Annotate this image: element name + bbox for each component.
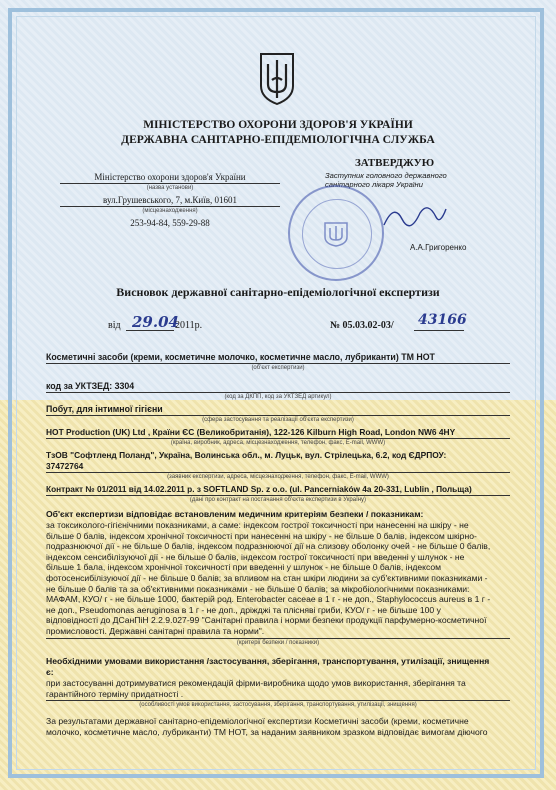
approval-position-2: санітарного лікаря України [325,180,423,189]
contract-caption: (дані про контракт на постачання об'єкта експертизи в Україну) [189,497,367,503]
signature-icon [380,195,450,237]
applicant-line-1: ТзОВ "Софтленд Поланд", Україна, Волинська обл., м. Луцьк, вул. Стрілецька, 6.2, код ЄДРПОУ: [46,450,447,460]
approval-title: ЗАТВЕРДЖУЮ [355,157,435,169]
conditions-line-1: при застосуванні дотримуватися рекомендацій фірми-виробника щодо умов використання, зберігання та [46,678,466,688]
criteria-line: за токсиколого-гігієнічними показниками, а саме: індексом гострої токсичності при нанесенні на шкіру - не [46,520,469,530]
conclusion-line-1: За результатами державної санітарно-епідеміологічної експертизи Косметичні засоби (креми, косметичне [46,716,469,726]
conditions-caption: (особливості умов використання, застосування, зберігання, транспортування, утилізації, знищення) [139,702,417,708]
criteria-heading: Об'єкт експертизи відповідає встановленим медичним критеріям безпеки / показникам: [46,509,424,519]
criteria-line: більше 1 бала, індексом хронічної токсичності при введенні у шлунок - не більше 0 балів, індексом [46,562,442,573]
issuer-name-caption: (назва установи) [146,185,194,191]
stamp-trident-icon [322,220,350,248]
conditions-heading-1: Необхідними умовами використання /застосування, зберігання, транспортування, утилізації, знищення [46,656,490,666]
object-scope: Побут, для інтимної гігієни [46,404,163,414]
approval-signatory: А.А.Григоренко [410,243,467,252]
number-handwritten: 43166 [418,312,467,328]
criteria-line: індексом сенсибілізуючої дії - не більше 0 балів, індексом гострої токсичності при введенні у шлунок - не [46,551,465,562]
issuer-address-caption: (місцезнаходження) [142,208,198,214]
service-title: ДЕРЖАВНА САНІТАРНО-ЕПІДЕМІОЛОГІЧНА СЛУЖБА [121,134,435,146]
object-caption: (об'єкт експертизи) [251,365,305,371]
criteria-line: відповідності до ДСанПіН 2.2.9.027-99 "Санітарні правила і норми безпеки продукції парфумерно-косметичної [46,615,487,626]
issuer-address: вул.Грушевського, 7, м.Київ, 01601 [103,195,237,205]
criteria-caption: (критерії безпеки / показники) [236,640,320,646]
conclusion-line-2: молочко, косметичне масло, лубриканти) ТМ HOT, за наданим заявником зразком відповідає вимогам діючого [46,727,488,737]
date-prefix: від [108,320,121,331]
manufacturer: HOT Production (UK) Ltd , Країни ЄС (Великобританія), 122-126 Kilburn High Road, London NW6 4HY [46,427,456,437]
criteria-line: не більше 0 балів та за об'єктивними показниками - не більше 0 балів; за мікробіологічними показниками: [46,583,470,594]
issuer-phone: 253-94-84, 559-29-88 [130,218,210,228]
applicant-line-2: 37472764 [46,461,84,471]
criteria-line: більше 0 балів, індексом хронічної токсичності при нанесенні на шкіру - не більше 0 балів, індексом шкірно- [46,530,477,541]
scope-caption: (сфера застосування та реалізації об'єкта експертизи) [202,417,354,423]
object-code: код за УКТЗЕД: 3304 [46,381,135,391]
criteria-line: промисловості. Державні санітарні правила та норми". [46,625,265,636]
date-handwritten: 29.04 [132,313,179,331]
coat-of-arms-icon [259,52,295,106]
contract: Контракт № 01/2011 від 14.02.2011 р. з SOFTLAND Sp. z o.o. (ul. Pancerniaków 4a 20-331, Lublin , Польща) [46,484,472,494]
date-year: 2011р. [175,320,203,331]
code-caption: (код за ДКПП, код за УКТЗЕД артикул) [224,394,332,400]
criteria-line: МАФАМ, КУО/ г - не більше 1000, бактерій род. Enterobacter caceae в 1 г - не доп., Staphylococcus aureus в 1 г - [46,594,491,605]
object-value: Косметичні засоби (креми, косметичне молочко, косметичне масло, лубриканти) ТМ HOT [46,352,435,362]
issuer-name: Міністерство охорони здоров'я України [94,172,246,182]
criteria-line: подразнюючої дії - не більше 0 балів, індексом подразнюючої дії на слизову оболонку очей - не більше 0 балів, [46,541,491,552]
criteria-list [46,520,516,637]
conditions-heading-2: є: [46,667,54,677]
approval-position-1: Заступник головного державного [325,171,447,180]
conditions-line-2: гарантійного терміну придатності . [46,689,184,699]
number-prefix: № 05.03.02-03/ [330,320,394,331]
ministry-title: МІНІСТЕРСТВО ОХОРОНИ ЗДОРОВ'Я УКРАЇНИ [143,119,413,131]
document-title: Висновок державної санітарно-епідеміологічної експертизи [116,285,440,299]
manufacturer-caption: (країна, виробник, адреса, місцезнаходження, телефон, факс, E-mail, WWW) [170,440,386,446]
criteria-line: не доп., Pseudomonas aeruginosa в 1 г - не доп., дріжджі та плісняві гриби, КУО/ г - не більше 100 у [46,604,441,615]
applicant-caption: (заявник експертизи, адреса, місцезнаходження, телефон, факс, E-mail, WWW) [167,474,389,480]
criteria-line: фотосенсибілізуючої дії - не більше 0 балів; за впливом на стан шкіри людини за суб'єктивними показниками - [46,572,488,583]
